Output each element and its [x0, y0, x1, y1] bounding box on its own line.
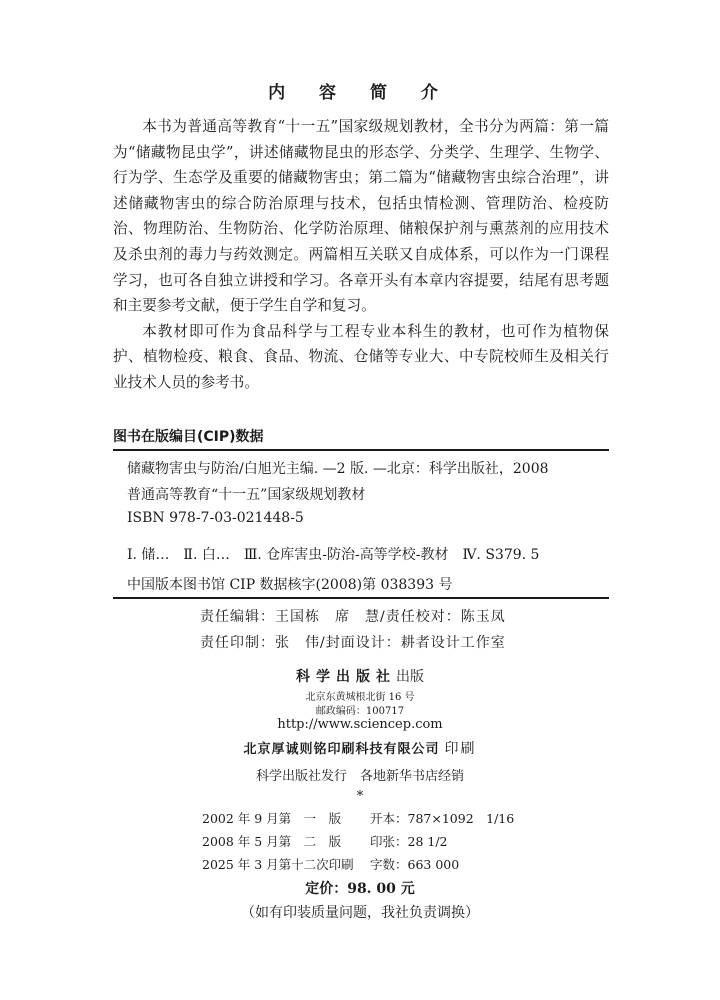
edition-row	[202, 809, 514, 827]
editor-credits: 责任编辑：王国栋 席 慧/责任校对：陈玉凤	[200, 609, 506, 625]
production-credits: 责任印制：张 伟/封面设计：耕者设计工作室	[200, 635, 506, 651]
cip-isbn-line: ISBN 978-7-03-021448-5	[127, 510, 304, 526]
publisher-name: 科学出版社	[296, 669, 396, 685]
cip-heading: 图书在版编目(CIP)数据	[113, 429, 264, 445]
edition-date: 2008 年 5 月第 二 版	[202, 834, 342, 849]
page-title: 内 容 简 介	[268, 83, 452, 103]
separator-star: *	[356, 789, 364, 804]
printer-name: 北京厚诚则铭印刷科技有限公司	[243, 742, 440, 757]
printer-line	[0, 738, 720, 758]
distribution-line: 科学出版社发行 各地新华书店经销	[255, 769, 464, 784]
cip-bottom-rule	[113, 597, 609, 599]
publisher-address: 北京东黄城根北街 16 号	[305, 692, 415, 703]
cip-series-line: 普通高等教育“十一五”国家级规划教材	[127, 487, 366, 503]
publisher-suffix: 出版	[396, 669, 424, 685]
publisher-url: http://www.sciencep.com	[277, 717, 443, 732]
printer-suffix: 印刷	[444, 741, 477, 757]
edition-info: 开本：787×1092 1/16	[370, 811, 515, 826]
price: 定价：98. 00 元	[305, 881, 415, 897]
publisher-postcode: 邮政编码：100717	[315, 706, 405, 717]
edition-date: 2002 年 9 月第 一 版	[202, 811, 342, 826]
intro-paragraph-2: 本教材即可作为食品科学与工程专业本科生的教材，也可作为植物保护、植物检疫、粮食、食品、物流、仓储等专业大、中专院校师生及相关行业技术人员的参考书。	[113, 322, 609, 391]
edition-row	[202, 832, 448, 850]
edition-row	[202, 855, 459, 873]
edition-info: 印张：28 1/2	[370, 834, 448, 849]
quality-note: （如有印装质量问题，我社负责调换）	[241, 905, 479, 921]
intro-paragraph-1: 本书为普通高等教育“十一五”国家级规划教材，全书分为两篇：第一篇为“储藏物昆虫学”，讲述储藏物昆虫的形态学、分类学、生理学、生物学、行为学、生态学及重要的储藏物害虫；第二篇为“储藏物害虫综合治理”，讲述储藏物害虫的综合防治原理与技术，包括虫情检测、管理防治、检疫防治、物理防治、生物防治、化学防治原理、储粮保护剂与熏蒸剂的应用技术及杀虫剂的毒力与药效测定。两篇相互关联又自成体系，可以作为一门课程学习，也可各自独立讲授和学习。各章开头有本章内容提要，结尾有思考题和主要参考文献，便于学生自学和复习。	[113, 118, 609, 315]
publisher-line	[0, 666, 720, 686]
cip-record-line: 中国版本图书馆 CIP 数据核字(2008)第 038393 号	[127, 577, 453, 593]
cip-classification-line: Ⅰ. 储… Ⅱ. 白… Ⅲ. 仓库害虫-防治-高等学校-教材 Ⅳ. S379. 5	[127, 547, 540, 563]
cip-title-line: 储藏物害虫与防治/白旭光主编. —2 版. —北京：科学出版社，2008	[127, 461, 549, 477]
edition-date: 2025 年 3 月第十二次印刷	[202, 857, 354, 872]
edition-info: 字数：663 000	[370, 857, 460, 872]
book-introduction	[113, 114, 609, 396]
cip-top-rule	[113, 449, 609, 451]
